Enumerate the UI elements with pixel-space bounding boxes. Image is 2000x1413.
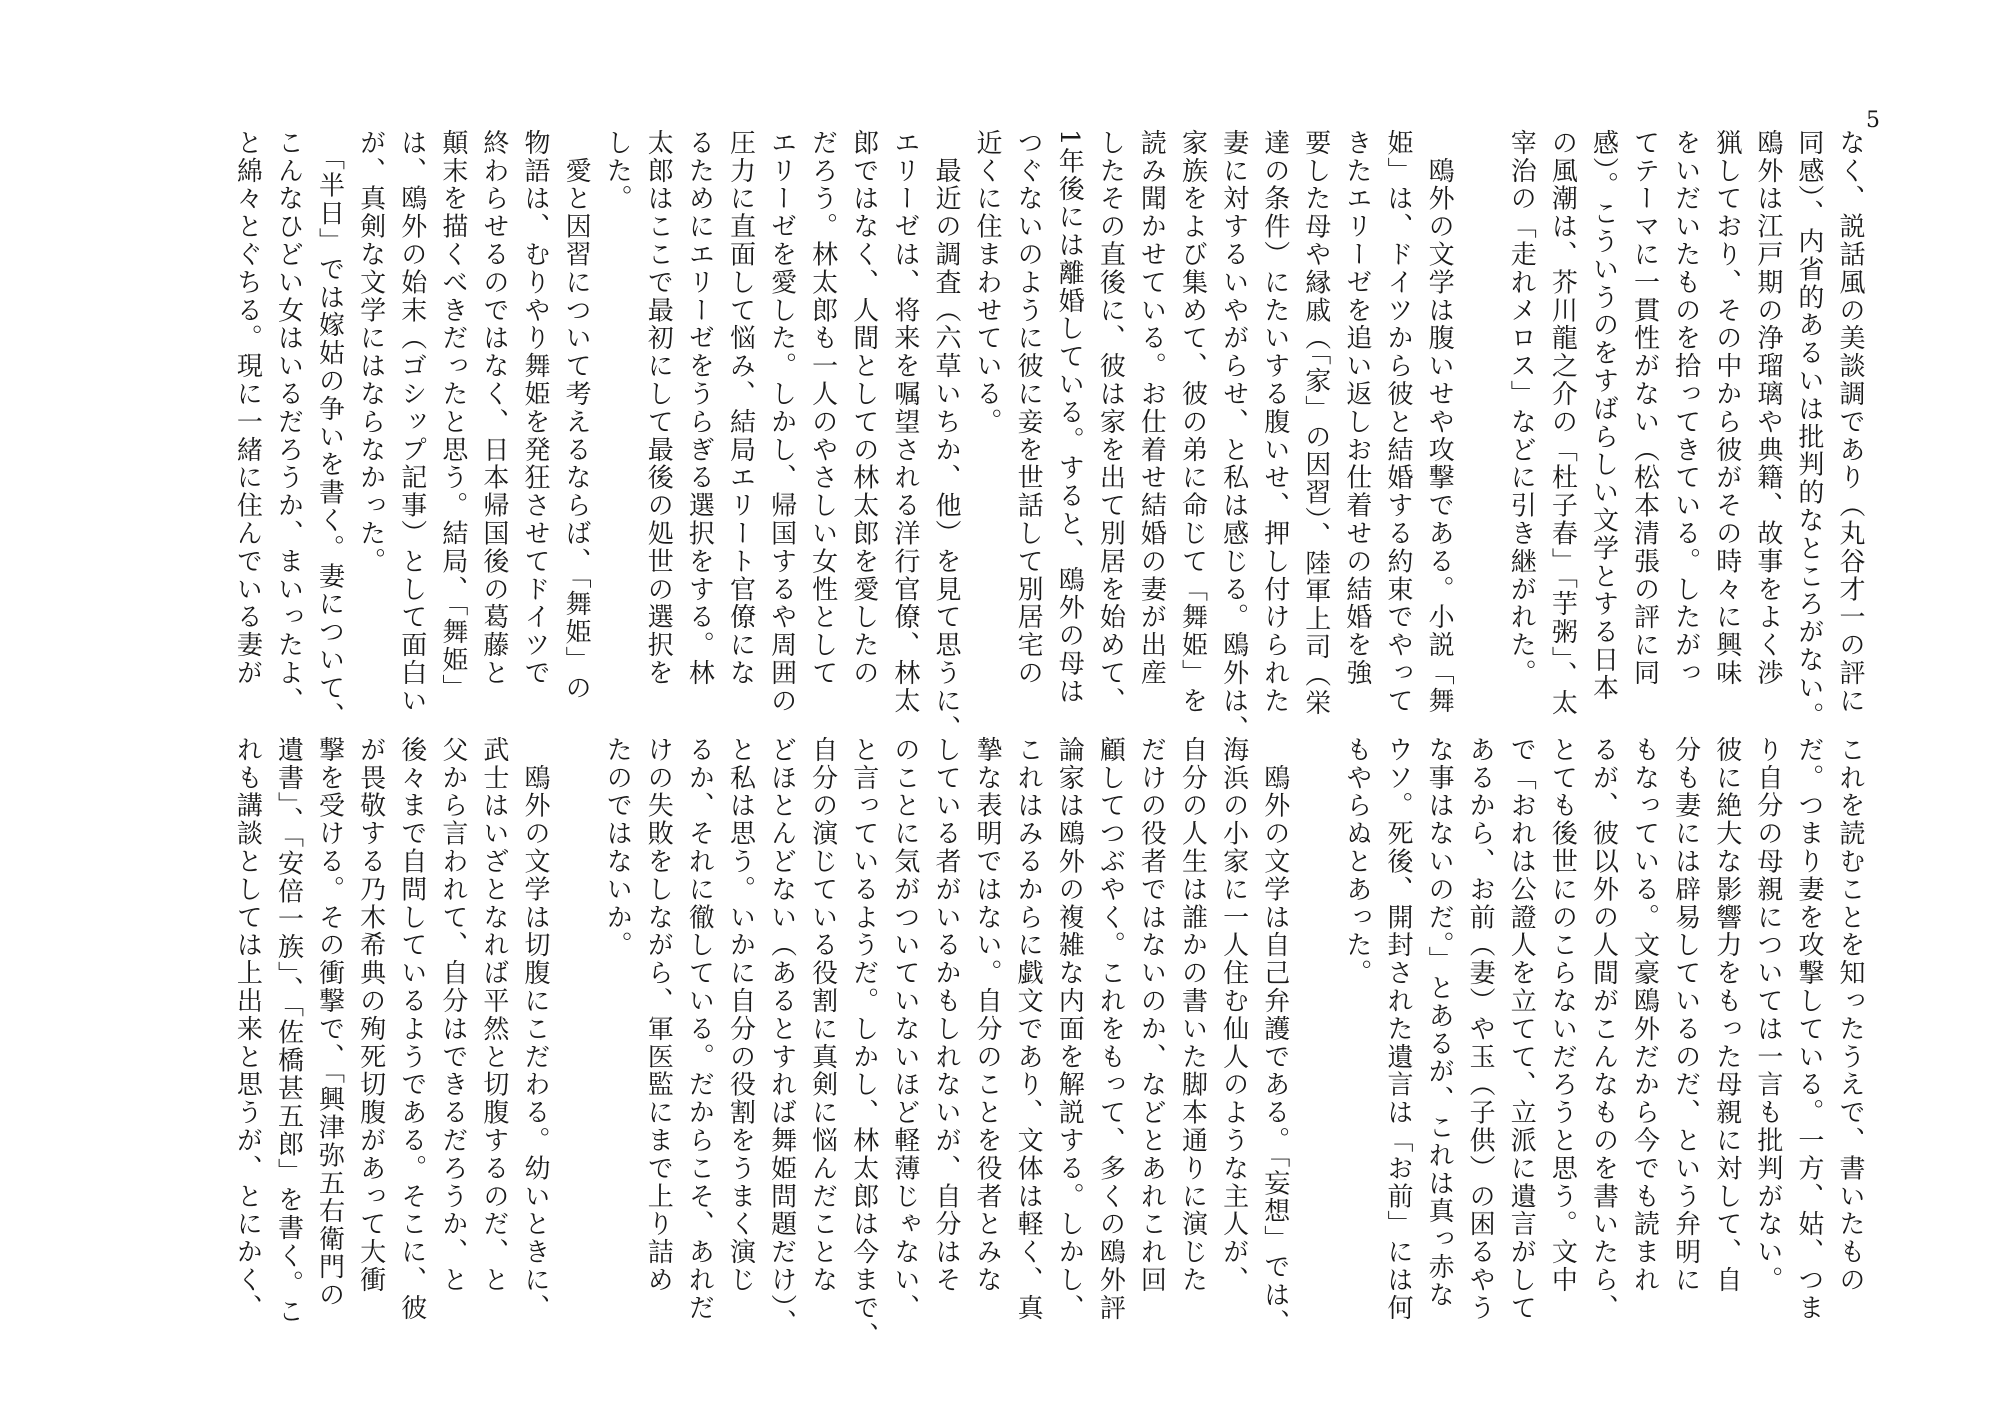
text-line: 姫」は、ドイツから彼と結婚する約束でやって — [1382, 129, 1413, 715]
text-line: たのではないか。 — [602, 736, 633, 960]
text-line: 圧力に直面して悩み、結局エリート官僚にな — [725, 129, 756, 687]
text-line: 郎ではなく、人間としての林太郎を愛したの — [848, 129, 879, 687]
text-line: 鴎外の文学は自己弁護である。「妄想」では、 — [1259, 736, 1290, 1337]
text-line: るためにエリーゼをうらぎる選択をする。林 — [684, 129, 715, 687]
text-line: で「おれは公證人を立てて、立派に遺言がして — [1506, 736, 1537, 1322]
text-line: 鴎外の文学は腹いせや攻撃である。小説「舞 — [1424, 129, 1455, 715]
text-line: 摯な表明ではない。自分のことを役者とみな — [972, 736, 1003, 1294]
text-line — [1295, 736, 1336, 1316]
text-line: 論家は鴎外の複雑な内面を解説する。しかし、 — [1054, 736, 1085, 1322]
text-line: きたエリーゼを追い返しお仕着せの結婚を強 — [1341, 129, 1372, 687]
text-line: 達の条件）にたいする腹いせ、押し付けられた — [1259, 129, 1290, 715]
text-line: だ。つまり妻を攻撃している。一方、姑、つま — [1793, 736, 1824, 1322]
text-line: なく、説話風の美談調であり（丸谷才一の評に — [1835, 129, 1865, 715]
text-line: 顛末を描くべきだったと思う。結局、「舞姫」 — [437, 129, 468, 702]
text-line: の風潮は、芥川龍之介の「杜子春」「芋粥」、太 — [1547, 129, 1578, 717]
text-line: 感）。こういうのをすばらしい文学とする日本 — [1588, 129, 1619, 702]
text-line: と私は思う。いかに自分の役割をうまく演じ — [725, 736, 756, 1294]
text-line: 読み聞かせている。お仕着せ結婚の妻が出産 — [1136, 129, 1167, 687]
text-line: 顧してつぶやく。これをもって、多くの鴎外評 — [1095, 736, 1126, 1322]
text-line: 家族をよび集めて、彼の弟に命じて「舞姫」を — [1177, 129, 1208, 715]
text-line: している者がいるかもしれないが、自分はそ — [930, 736, 961, 1294]
text-line: 遺書」、「安倍一族」、「佐橋甚五郎」を書く。こ — [273, 736, 304, 1326]
text-line: 武士はいざとなれば平然と切腹するのだ、と — [478, 736, 509, 1294]
text-line: てテーマに一貫性がない（松本清張の評に同 — [1629, 129, 1660, 687]
text-line: と言っているようだ。しかし、林太郎は今まで、 — [848, 736, 879, 1350]
text-line: これはみるからに戯文であり、文体は軽く、真 — [1013, 736, 1044, 1322]
text-line: ウソ。死後、開封された遺言は「お前」には何 — [1382, 736, 1413, 1322]
text-line: 愛と因習について考えるならば、「舞姫」の — [561, 129, 592, 702]
text-line: とても後世にのこらないだろうと思う。文中 — [1547, 736, 1578, 1294]
text-line: けの失敗をしながら、軍医監にまで上り詰め — [643, 736, 674, 1294]
text-line: 鴎外の文学は切腹にこだわる。幼いときに、 — [520, 736, 550, 1322]
text-line: どほとんどない（あるとすれば舞姫問題だけ）、 — [766, 736, 797, 1337]
text-line: 彼に絶大な影響力をもった母親に対して、自 — [1711, 736, 1742, 1294]
text-line: 最近の調査（六草いちか、他）を見て思うに、 — [930, 129, 961, 743]
text-line: と綿々とぐちる。現に一緒に住んでいる妻が — [232, 129, 263, 687]
text-line — [555, 736, 596, 1316]
text-line: だけの役者ではないのか、などとあれこれ回 — [1136, 736, 1167, 1294]
text-line: をいだいたものを拾ってきている。したがっ — [1670, 129, 1701, 687]
text-line: は、鴎外の始末（ゴシップ記事）として面白い — [396, 129, 427, 715]
text-line: 「半日」では嫁姑の争いを書く。妻について、 — [314, 129, 345, 730]
text-line: 分も妻には辟易しているのだ、という弁明に — [1670, 736, 1701, 1294]
text-line: 鴎外は江戸期の浄瑠璃や典籍、故事をよく渉 — [1752, 129, 1783, 687]
text-line: が、真剣な文学にはならなかった。 — [355, 129, 386, 576]
text-line: るか、それに徹している。だからこそ、あれだ — [684, 736, 715, 1322]
text-line — [1459, 129, 1500, 709]
text-line: るが、彼以外の人間がこんなものを書いたら、 — [1588, 736, 1619, 1322]
text-line: 自分の人生は誰かの書いた脚本通りに演じた — [1177, 736, 1208, 1294]
text-line: 海浜の小家に一人住む仙人のような主人が、 — [1218, 736, 1249, 1294]
lower-text-block — [175, 736, 1870, 1350]
text-line: エリーゼは、将来を嘱望される洋行官僚、林太 — [889, 129, 920, 715]
text-line: のことに気がついていないほど軽薄じゃない、 — [889, 736, 920, 1322]
text-line: 要した母や縁戚（「家」の因習）、陸軍上司（栄 — [1300, 129, 1331, 717]
text-line: 猟しており、その中から彼がその時々に興味 — [1711, 129, 1742, 687]
text-line: 物語は、むりやり舞姫を発狂させてドイツで — [520, 129, 550, 687]
text-line: 終わらせるのではなく、日本帰国後の葛藤と — [478, 129, 509, 687]
text-line: れも講談としては上出来と思うが、とにかく、 — [232, 736, 263, 1322]
text-line: した。 — [602, 129, 633, 213]
text-line: 妻に対するいやがらせ、と私は感じる。鴎外は、 — [1218, 129, 1249, 743]
text-line: 太郎はここで最初にして最後の処世の選択を — [643, 129, 674, 687]
text-line: 撃を受ける。その衝撃で、「興津弥五右衛門の — [314, 736, 345, 1309]
text-line: エリーゼを愛した。しかし、帰国するや周囲の — [766, 129, 797, 715]
text-line: り自分の母親については一言も批判がない。 — [1752, 736, 1783, 1294]
text-line: 宰治の「走れメロス」などに引き継がれた。 — [1506, 129, 1537, 687]
text-line: だろう。林太郎も一人のやさしい女性として — [807, 129, 838, 687]
text-line: こんなひどい女はいるだろうか、まいったよ、 — [273, 129, 304, 715]
text-line: 後々まで自問しているようである。そこに、彼 — [396, 736, 427, 1322]
page-number: 5 — [1866, 108, 1880, 133]
text-line: 1年後には離婚している。すると、鴎外の母は — [1054, 129, 1085, 706]
text-line: な事はないのだ。」とあるが、これは真っ赤な — [1424, 736, 1455, 1309]
text-line: これを読むことを知ったうえで、書いたもの — [1835, 736, 1865, 1294]
text-line: あるから、お前（妻）や玉（子供）の困るやう — [1465, 736, 1496, 1322]
text-line: 同感）、内省的あるいは批判的なところがない。 — [1793, 129, 1824, 730]
text-line: が畏敬する乃木希典の殉死切腹があって大衝 — [355, 736, 386, 1294]
text-line: 父から言われて、自分はできるだろうか、と — [437, 736, 468, 1294]
text-line: したその直後に、彼は家を出て別居を始めて、 — [1095, 129, 1126, 715]
text-line: もやらぬとあった。 — [1341, 736, 1372, 988]
upper-text-block — [175, 129, 1870, 743]
text-line: もなっている。文豪鴎外だから今でも読まれ — [1629, 736, 1660, 1294]
text-line: 近くに住まわせている。 — [972, 129, 1003, 436]
text-line: 自分の演じている役割に真剣に悩んだことな — [807, 736, 838, 1294]
text-line: つぐないのように彼に妾を世話して別居宅の — [1013, 129, 1044, 687]
